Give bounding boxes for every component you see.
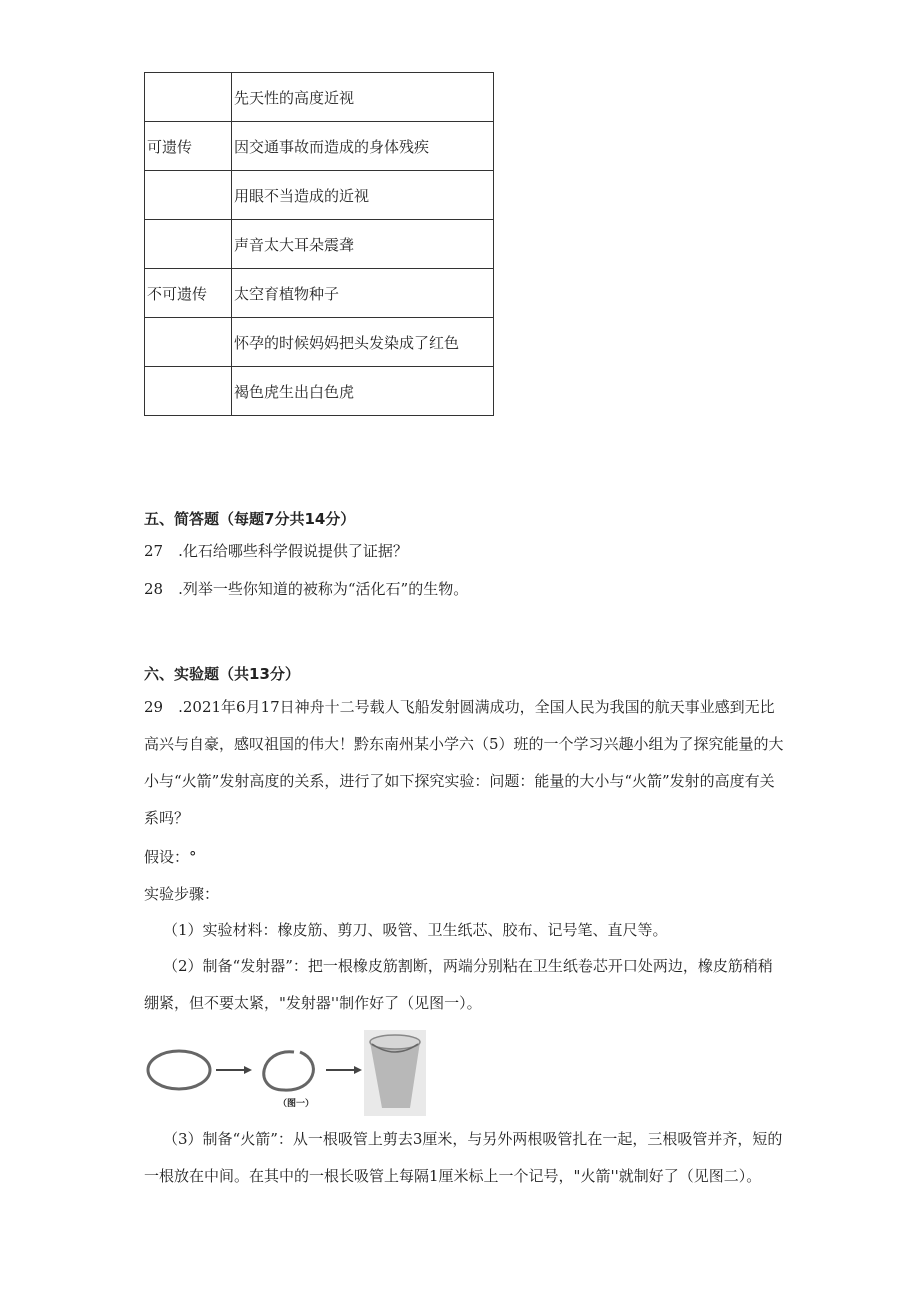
table-row <box>145 367 494 416</box>
question-29-intro: 29 .2021年6月17日神舟十二号载人飞船发射圆满成功，全国人民为我国的航天事业感到无比高兴与自豪，感叹祖国的伟大！黔东南州某小学六（5）班的一个学习兴趣小组为了探究能量的大小与“火箭”发射高度的关系，进行了如下探究实验：问题：能量的大小与“火箭”发射的高度有关系吗？ <box>144 698 784 827</box>
table-cell: 可遗传 <box>145 122 232 171</box>
step-3: （3）制备“火箭”：从一根吸管上剪去3厘米，与另外两根吸管扎在一起，三根吸管并齐，短的一根放在中间。在其中的一根长吸管上每隔1厘米标上一个记号，"火箭''就制好了（见图二）。 <box>144 1130 783 1185</box>
table-row <box>145 73 494 122</box>
step-2: （2）制备“发射器”：把一根橡皮筋割断，两端分别粘在卫生纸卷芯开口处两边，橡皮筋稍稍绷紧，但不要太紧，"发射器''制作好了（见图一）。 <box>144 957 773 1012</box>
arrow-head <box>244 1066 252 1074</box>
table-cell <box>145 73 232 122</box>
section-6-title: 六、实验题（共13分） <box>144 665 300 683</box>
arrow-head <box>354 1066 362 1074</box>
table-cell <box>145 318 232 367</box>
cut-rubber-band <box>264 1052 314 1090</box>
steps-label: 实验步骤： <box>144 885 220 903</box>
table-cell: 太空育植物种子 <box>232 269 494 318</box>
section-5-title: 五、简答题（每题7分共14分） <box>144 510 356 528</box>
heredity-table <box>144 72 494 416</box>
table-cell: 先天性的高度近视 <box>232 73 494 122</box>
table-cell: 褐色虎生出白色虎 <box>232 367 494 416</box>
hypothesis-line: 假设：° <box>144 848 197 866</box>
figure-1 <box>144 1030 444 1116</box>
table-cell: 不可遗传 <box>145 269 232 318</box>
table-cell <box>145 171 232 220</box>
figure-1-caption: （图一） <box>278 1099 315 1109</box>
table-cell: 因交通事故而造成的身体残疾 <box>232 122 494 171</box>
table-cell: 怀孕的时候妈妈把头发染成了红色 <box>232 318 494 367</box>
table-cell: 用眼不当造成的近视 <box>232 171 494 220</box>
table-row <box>145 318 494 367</box>
table-cell <box>145 220 232 269</box>
table-row <box>145 269 494 318</box>
step-1: （1）实验材料：橡皮筋、剪刀、吸管、卫生纸芯、胶布、记号笔、直尺等。 <box>163 921 668 939</box>
table-row <box>145 171 494 220</box>
rubber-band-loop <box>148 1051 210 1089</box>
question-27: 27 .化石给哪些科学假说提供了证据？ <box>144 542 408 560</box>
table-cell <box>145 367 232 416</box>
table-cell: 声音太大耳朵震聋 <box>232 220 494 269</box>
question-28: 28 .列举一些你知道的被称为“活化石”的生物。 <box>144 580 469 598</box>
table-row <box>145 122 494 171</box>
table-row <box>145 220 494 269</box>
